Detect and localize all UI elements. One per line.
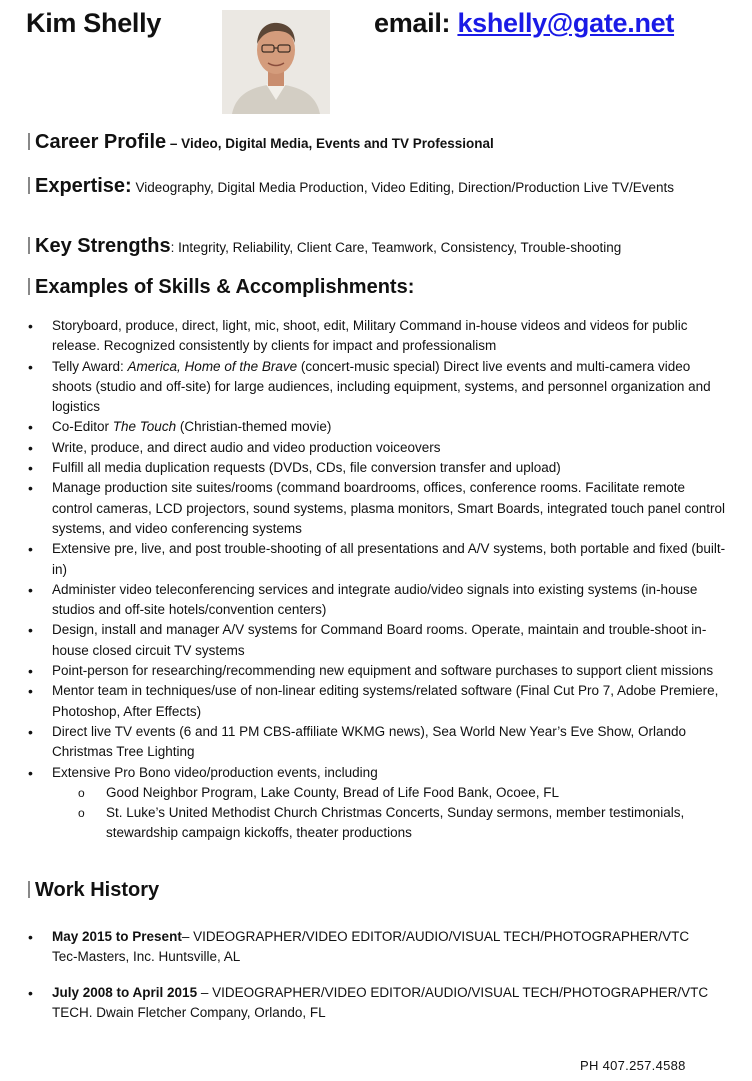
profile-photo-image <box>222 10 330 114</box>
phone-number: PH 407.257.4588 <box>580 1058 686 1073</box>
skill-item: • Write, produce, and direct audio and video production voiceovers <box>28 438 728 458</box>
pro-bono-item: o Good Neighbor Program, Lake County, Bread of Life Food Bank, Ocoee, FL <box>106 783 728 803</box>
email-line <box>374 8 674 39</box>
skill-item: • Mentor team in techniques/use of non-linear editing systems/related software (Final Cut Pro 7, Adobe Premiere, Photoshop, After Effects) <box>28 681 728 722</box>
email-link[interactable]: kshelly@gate.net <box>457 8 675 38</box>
section-bar <box>28 278 30 295</box>
skill-item-text: (Christian-themed movie) <box>176 419 332 435</box>
bullet: • <box>28 985 33 1001</box>
skill-item: • Manage production site suites/rooms (command boardrooms, offices, conference rooms. Facilitate remote control cameras, LCD projectors, sound systems, plasma monitors, Smart Boards, integrated touch panel control systems, and video conferencing systems <box>28 478 728 539</box>
skill-item: • Point-person for researching/recommending new equipment and software purchases to support client missions <box>28 661 728 681</box>
key-strengths-section <box>28 236 728 258</box>
work-history-title: Work History <box>35 879 160 901</box>
skill-item: • Administer video teleconferencing services and integrate audio/video signals into existing systems (in-house studios and off-site hotels/convention centers) <box>28 580 728 621</box>
expertise-title: Expertise: <box>35 175 132 197</box>
candidate-name: Kim Shelly <box>26 8 162 38</box>
skill-item <box>28 357 728 418</box>
section-bar <box>28 881 30 898</box>
job-entry <box>28 983 728 1023</box>
expertise-section <box>28 176 728 198</box>
skill-item: • Design, install and manager A/V systems for Command Board rooms. Operate, maintain and trouble-shoot in-house closed circuit TV systems <box>28 620 728 661</box>
expertise-text: Videography, Digital Media Production, Video Editing, Direction/Production Live TV/Events <box>135 180 675 195</box>
job-role: – VIDEOGRAPHER/VIDEO EDITOR/AUDIO/VISUAL TECH/PHOTOGRAPHER/VTC TECH. Dwain Fletcher Company, Orlando, FL <box>52 985 709 1020</box>
key-strengths-title: Key Strengths <box>35 235 171 257</box>
skill-item-text: Extensive Pro Bono video/production events, including <box>52 764 378 780</box>
skills-list <box>28 316 728 844</box>
skill-item-title: The Touch <box>112 419 177 435</box>
skills-title: Examples of Skills & Accomplishments: <box>35 276 415 298</box>
skills-section-heading <box>28 277 728 299</box>
profile-photo <box>222 10 330 114</box>
career-profile-title: Career Profile <box>35 131 167 153</box>
pro-bono-list <box>52 783 728 844</box>
skill-item: • Direct live TV events (6 and 11 PM CBS-affiliate WKMG news), Sea World New Year’s Eve Show, Orlando Christmas Tree Lighting <box>28 722 728 763</box>
skill-item-label: Co-Editor <box>52 419 113 435</box>
job-dates: May 2015 to Present <box>52 929 182 944</box>
skill-item-text: (concert-music special) Direct live events and multi-camera video shoots (studio and off-site) for large audiences, including equipment, systems, and personnel organization and logistics <box>52 358 711 415</box>
skill-item: • Storyboard, produce, direct, light, mic, shoot, edit, Military Command in-house videos and videos for public release. Recognized consistently by clients for impact and professionalism <box>28 316 728 357</box>
section-bar <box>28 177 30 194</box>
pro-bono-item: o St. Luke’s United Methodist Church Christmas Concerts, Sunday sermons, member testimonials, stewardship campaign kickoffs, theater productions <box>106 803 728 844</box>
skill-item <box>28 417 728 437</box>
key-strengths-text: : Integrity, Reliability, Client Care, Teamwork, Consistency, Trouble-shooting <box>170 240 622 255</box>
skill-item: • Fulfill all media duplication requests (DVDs, CDs, file conversion transfer and upload) <box>28 458 728 478</box>
skill-item-title: America, Home of the Brave <box>127 358 298 374</box>
bullet: • <box>28 929 33 945</box>
job-company: Tec-Masters, Inc. Huntsville, AL <box>52 949 241 964</box>
section-bar <box>28 133 30 150</box>
email-label: email: <box>374 8 451 38</box>
job-dates: July 2008 to April 2015 <box>52 985 198 1000</box>
section-bar <box>28 237 30 254</box>
career-profile-section <box>28 132 728 154</box>
job-entry <box>28 927 728 967</box>
skill-item-label: Telly Award: <box>52 358 128 374</box>
career-profile-subtitle: – Video, Digital Media, Events and TV Professional <box>166 136 494 151</box>
job-role: – VIDEOGRAPHER/VIDEO EDITOR/AUDIO/VISUAL TECH/PHOTOGRAPHER/VTC <box>181 929 690 944</box>
skill-item <box>28 763 728 844</box>
skill-item: • Extensive pre, live, and post trouble-shooting of all presentations and A/V systems, both portable and fixed (built-in) <box>28 539 728 580</box>
work-history-heading <box>28 880 728 902</box>
